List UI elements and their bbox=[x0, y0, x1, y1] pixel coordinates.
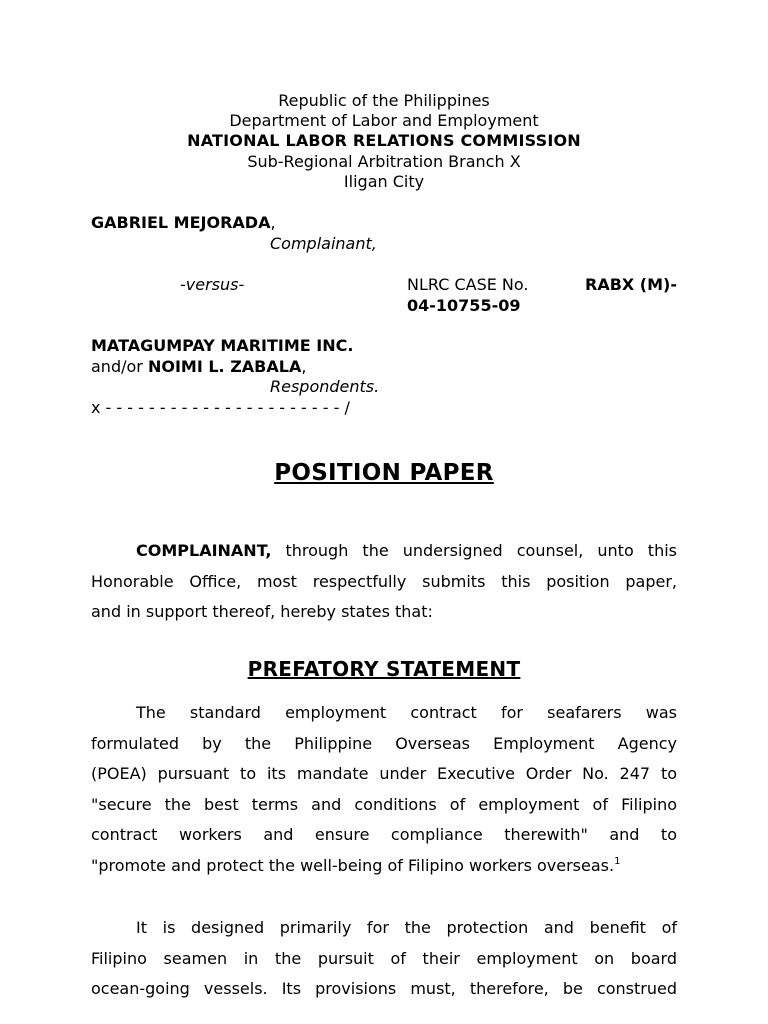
p1-line-4: "secure the best terms and conditions of employment of Filipino bbox=[91, 794, 677, 814]
p1-line-2: formulated by the Philippine Overseas Employment Agency bbox=[91, 733, 677, 753]
prefatory-paragraph-1 bbox=[91, 698, 677, 881]
header-city: Iligan City bbox=[343, 172, 425, 191]
p2-line-1: It is designed primarily for the protection and benefit of bbox=[136, 918, 677, 937]
versus-label: -versus- bbox=[180, 275, 245, 294]
p2-line-3: ocean-going vessels. Its provisions must, therefore, be construed bbox=[91, 979, 677, 998]
header-republic: Republic of the Philippines bbox=[278, 91, 490, 110]
p1-line-6: "promote and protect the well-being of Filipino workers overseas.$^1$ bbox=[91, 855, 621, 875]
complainant-line bbox=[91, 213, 276, 233]
intro-paragraph bbox=[91, 536, 677, 628]
intro-line-2: Honorable Office, most respectfully submits this position paper, bbox=[91, 571, 677, 591]
respondent-person: NOIMI L. ZABALA bbox=[147, 357, 302, 376]
section-heading: PREFATORY STATEMENT bbox=[247, 657, 521, 681]
andor-label: and/or bbox=[91, 357, 143, 376]
document-title: POSITION PAPER bbox=[274, 460, 494, 486]
intro-line-3: and in support thereof, hereby states that: bbox=[91, 602, 433, 621]
intro-lead: COMPLAINANT, bbox=[136, 541, 272, 560]
p1-line-5: contract workers and ensure compliance therewith" and to bbox=[91, 825, 677, 844]
case-number-line1 bbox=[407, 275, 677, 295]
header-branch: Sub-Regional Arbitration Branch X bbox=[247, 152, 521, 171]
complainant-role: Complainant, bbox=[270, 234, 377, 253]
footnote-marker[interactable]: 1 bbox=[614, 855, 621, 867]
prefatory-paragraph-2 bbox=[91, 913, 677, 1005]
complainant-name: GABRIEL MEJORADA bbox=[91, 213, 271, 232]
respondent-person-line bbox=[91, 357, 306, 377]
case-number-part2: 04-10755-09 bbox=[407, 296, 521, 315]
respondents-role: Respondents. bbox=[270, 377, 380, 396]
p1-line-1: The standard employment contract for seafarers was bbox=[136, 703, 677, 722]
case-label: NLRC CASE No. bbox=[407, 275, 529, 294]
header-commission: NATIONAL LABOR RELATIONS COMMISSION bbox=[187, 131, 581, 150]
respondent-company: MATAGUMPAY MARITIME INC. bbox=[91, 336, 354, 355]
header-department: Department of Labor and Employment bbox=[229, 111, 539, 130]
p2-line-2: Filipino seamen in the pursuit of their employment on board bbox=[91, 948, 677, 968]
caption-separator: x - - - - - - - - - - - - - - - - - - - - - - / bbox=[91, 398, 350, 417]
case-number-part1: RABX (M)- bbox=[585, 275, 677, 294]
respondent-comma: , bbox=[301, 357, 307, 376]
p1-line-3: (POEA) pursuant to its mandate under Executive Order No. 247 to bbox=[91, 764, 677, 783]
complainant-comma: , bbox=[270, 213, 276, 232]
intro-line-1: COMPLAINANT, through the undersigned counsel, unto this bbox=[136, 541, 678, 560]
